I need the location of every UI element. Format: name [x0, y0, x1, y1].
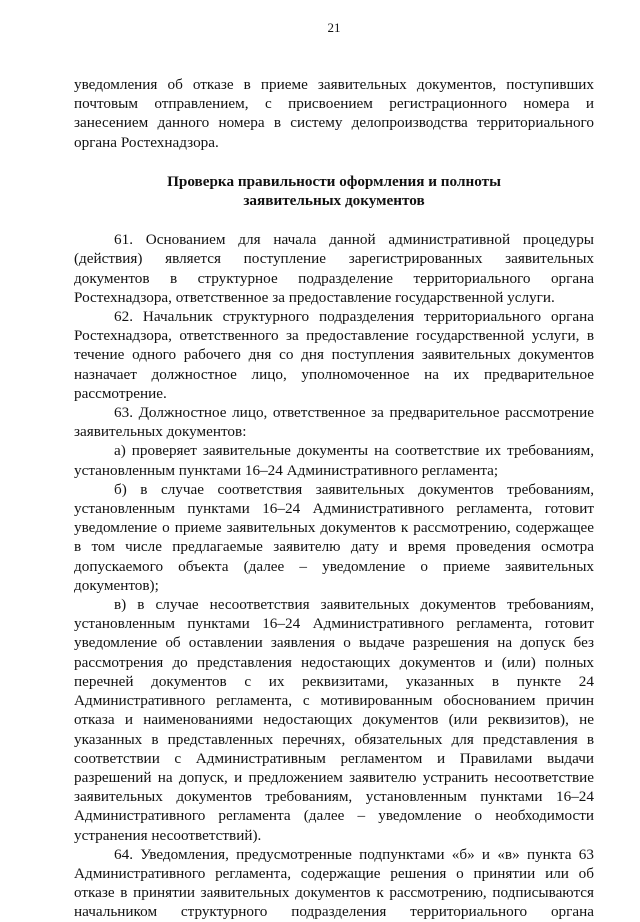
subparagraph-b: б) в случае соответствия заявительных документов требованиям, установленным пунктами 16–24 Административного регламента, готовит уведомление о приеме заявительных документов к рассмотрению, содержащее в том числе предлагаемые заявителю дату и время проведения осмотра допускаемого объекта (далее – уведомление о приеме заявительных документов); — [74, 480, 594, 594]
document-body — [74, 75, 594, 922]
section-heading-line-1: Проверка правильности оформления и полноты — [167, 172, 501, 190]
intro-paragraph: уведомления об отказе в приеме заявительных документов, поступивших почтовым отправлением, с присвоением регистрационного номера и занесением данного номера в систему делопроизводства территориального органа Ростехнадзора. — [74, 76, 594, 151]
section-heading-line-2: заявительных документов — [243, 192, 425, 210]
subparagraph-a: а) проверяет заявительные документы на соответствие их требованиям, установленным пунктами 16–24 Административного регламента; — [74, 442, 594, 479]
paragraph-62: 62. Начальник структурного подразделения территориального органа Ростехнадзора, ответственного за предоставление государственной услуги, в течение одного рабочего дня со дня поступления заявительных документов назначает должностное лицо, уполномоченное на их предварительное рассмотрение. — [74, 308, 594, 402]
paragraph-64: 64. Уведомления, предусмотренные подпунктами «б» и «в» пункта 63 Административного регламента, содержащие решения о принятии или об отказе в принятии заявительных документов к рассмотрению, подписываются начальником структурного подразделения территориального органа — [74, 845, 594, 921]
page-number: 21 — [327, 20, 341, 35]
paragraph-61: 61. Основанием для начала данной административной процедуры (действия) является поступление зарегистрированных заявительных документов в структурное подразделение территориального органа Ростехнадзора, ответственное за предоставление государственной услуги. — [74, 231, 594, 306]
paragraph-63: 63. Должностное лицо, ответственное за предварительное рассмотрение заявительных документов: — [74, 404, 594, 441]
section-heading — [74, 172, 594, 210]
subparagraph-v: в) в случае несоответствия заявительных документов требованиям, установленным пунктами 16–24 Административного регламента, готовит уведомление об оставлении заявления о выдаче разрешения на допуск без рассмотрения до представления недостающих документов и (или) полных перечней документов с их реквизитами, указанных в пункте 24 Административного регламента, с мотивированным обоснованием причин отказа и наименованиями недостающих документов (или реквизитов), не указанных в представленных перечнях, обязательных для представления в соответствии с Административным регламентом и Правилами выдачи разрешений на допуск, и предложением заявителю устранить несоответствие заявительных документов требованиям, установленным пунктами 16–24 Административного регламента (далее – уведомление о необходимости устранения несоответствий). — [74, 596, 594, 844]
